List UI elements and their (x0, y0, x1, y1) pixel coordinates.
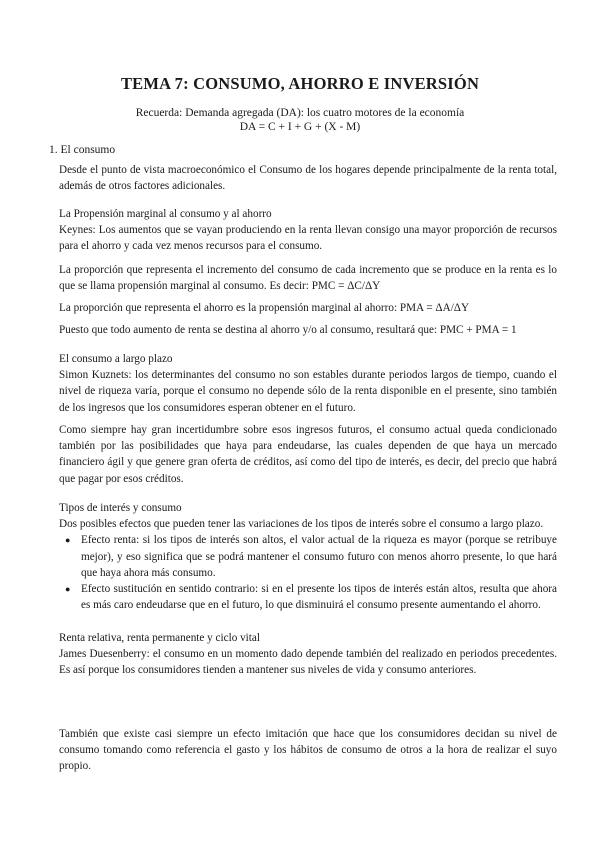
pmc-paragraph: La proporción que representa el incremento del consumo de cada incremento que se produce en la renta es lo que se llama propensión marginal al consumo. Es decir: PMC = ΔC/ΔY (59, 264, 557, 293)
keynes-paragraph: Keynes: Los aumentos que se vayan produciendo en la renta llevan consigo una mayor proporción de recursos para el ahorro y cada vez menos recursos para el consumo. (59, 224, 557, 253)
consumo-intro-block (59, 162, 557, 194)
incertidumbre-paragraph: Como siempre hay gran incertidumbre sobre esos ingresos futuros, el consumo actual queda condicionado también por las posibilidades que haya para endeudarse, las cuales dependen de que haya un mercado financiero ágil y que genere gran oferta de créditos, así como del tipo de interés, es decir, del precio que habrá que pagar por esos créditos. (59, 424, 557, 485)
list-item (59, 581, 557, 613)
renta-relativa-block (59, 630, 557, 679)
document-title: TEMA 7: CONSUMO, AHORRO E INVERSIÓN (120, 74, 480, 93)
imitacion-paragraph: También que existe casi siempre un efecto imitación que hace que los consumidores decidan su nivel de consumo tomando como referencia el gasto y los hábitos de consumo de otros a la hora de realizar el suyo propio. (59, 728, 557, 773)
tipos-interes-intro: Dos posibles efectos que pueden tener las variaciones de los tipos de interés sobre el consumo a largo plazo. (59, 518, 544, 531)
pmc-block (59, 262, 557, 294)
efecto-sustitucion-text: Efecto sustitución en sentido contrario: si en el presente los tipos de interés están altos, resulta que ahora es más caro endeudarse que en el futuro, lo que disminuirá el consumo presente aumentando el ahorro. (81, 583, 557, 612)
bullet-dot-icon: ● (65, 535, 71, 546)
imitacion-block (59, 726, 557, 775)
list-item (59, 532, 557, 581)
incertidumbre-block (59, 422, 557, 487)
tipos-interes-block (59, 500, 557, 613)
reminder-line: Recuerda: Demanda agregada (DA): los cuatro motores de la economía (135, 107, 465, 119)
largo-plazo-block (59, 351, 557, 416)
section-heading-consumo: 1. El consumo (49, 144, 116, 156)
bullet-dot-icon: ● (65, 584, 71, 595)
pmc-pma-sum-paragraph: Puesto que todo aumento de renta se destina al ahorro y/o al consumo, resultará que: PMC + PMA = 1 (59, 324, 517, 336)
consumo-intro-paragraph: Desde el punto de vista macroeconómico el Consumo de los hogares depende principalmente de la renta total, además de otros factores adicionales. (59, 164, 557, 193)
pma-paragraph: La proporción que representa el ahorro es la propensión marginal al ahorro: PMA = ΔA/ΔY (59, 302, 470, 314)
aggregate-demand-formula: DA = C + I + G + (X - M) (239, 121, 361, 133)
pma-block (59, 300, 557, 316)
aggregate-demand-reminder (0, 106, 600, 134)
renta-relativa-subtitle: Renta relativa, renta permanente y ciclo vital (59, 632, 260, 644)
propension-subtitle: La Propensión marginal al consumo y al ahorro (59, 208, 272, 220)
largo-plazo-subtitle: El consumo a largo plazo (59, 353, 173, 365)
kuznets-paragraph: Simon Kuznets: los determinantes del consumo no son estables durante periodos largos de tiempo, cuando el nivel de riqueza varía, porque el consumo no depende sólo de la renta disponible en el presente, sino también de los ingresos que los consumidores esperan obtener en el futuro. (59, 369, 557, 414)
propension-block (59, 206, 557, 255)
tipos-interes-subtitle: Tipos de interés y consumo (59, 502, 182, 514)
efecto-renta-text: Efecto renta: si los tipos de interés son altos, el valor actual de la riqueza es mayor (porque se retribuye mejor), y eso significa que se podrá mantener el consumo futuro con menos ahorro presente, lo que hará que haya ahora más consumo. (81, 534, 557, 579)
duesenberry-paragraph: James Duesenberry: el consumo en un momento dado depende también del realizado en periodos precedentes. Es así porque los consumidores tienden a mantener sus niveles de vida y consumo anteriores. (59, 648, 557, 677)
sum-block (59, 322, 557, 338)
tipos-interes-bullet-list (59, 532, 557, 613)
